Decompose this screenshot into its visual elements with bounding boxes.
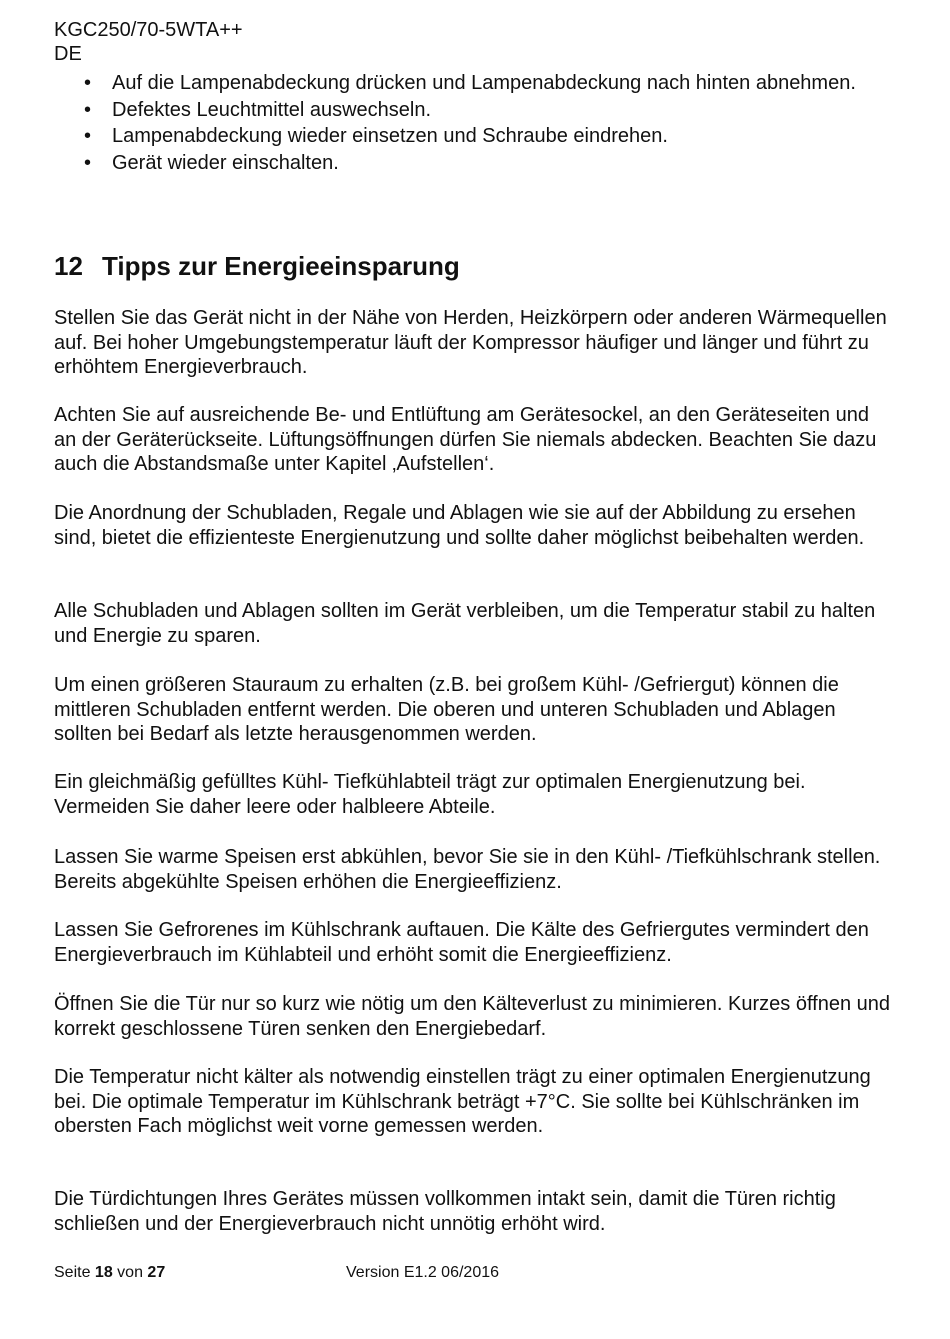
list-item: • Gerät wieder einschalten. <box>84 151 339 174</box>
paragraph: Die Anordnung der Schubladen, Regale und Ablagen wie sie auf der Abbildung zu ersehen sind, bietet die effizienteste Energienutzung und sollte daher möglichst beibehalten werden. <box>54 502 865 549</box>
section-heading <box>54 250 460 282</box>
paragraph: Alle Schubladen und Ablagen sollten im Gerät verbleiben, um die Temperatur stabil zu halten und Energie zu sparen. <box>54 600 876 647</box>
page-number: Seite 18 von 27 <box>54 1264 166 1281</box>
list-item: • Lampenabdeckung wieder einsetzen und Schraube eindrehen. <box>84 125 668 147</box>
section-number: 12 <box>54 251 83 281</box>
paragraph: Lassen Sie warme Speisen erst abkühlen, bevor Sie sie in den Kühl- /Tiefkühlschrank stellen. Bereits abgekühlte Speisen erhöhen die Energieeffizienz. <box>54 846 881 893</box>
bullet-icon: • <box>84 125 92 147</box>
list-item: • Auf die Lampenabdeckung drücken und Lampenabdeckung nach hinten abnehmen. <box>84 72 856 94</box>
instruction-list <box>54 71 894 177</box>
paragraph: Um einen größeren Stauraum zu erhalten (z.B. bei großem Kühl- /Gefriergut) können die mittleren Schubladen entfernt werden. Die oberen und unteren Schubladen und Ablagen sollten bei Bedarf als letzte herausgenommen werden. <box>54 674 839 745</box>
bullet-icon: • <box>84 72 92 94</box>
bullet-icon: • <box>84 98 92 121</box>
paragraph: Die Temperatur nicht kälter als notwendig einstellen trägt zu einer optimalen Energienutzung bei. Die optimale Temperatur im Kühlschrank beträgt +7°C. Sie sollte bei Kühlschränken im obersten Fach möglichst weit vorne gemessen werden. <box>54 1066 871 1137</box>
document-language-header: DE <box>54 43 82 65</box>
paragraph: Lassen Sie Gefrorenes im Kühlschrank auftauen. Die Kälte des Gefriergutes vermindert den Energieverbrauch im Kühlabteil und erhöht somit die Energieeffizienz. <box>54 919 869 966</box>
paragraph: Stellen Sie das Gerät nicht in der Nähe von Herden, Heizkörpern oder anderen Wärmequellen auf. Bei hoher Umgebungstemperatur läuft der Kompressor häufiger und länger und führt zu erhöhtem Energieverbrauch. <box>54 307 887 378</box>
paragraph: Die Türdichtungen Ihres Gerätes müssen vollkommen intakt sein, damit die Türen richtig schließen und der Energieverbrauch nicht unnötig erhöht wird. <box>54 1188 836 1235</box>
section-title: Tipps zur Energieeinsparung <box>102 251 460 281</box>
paragraph: Achten Sie auf ausreichende Be- und Entlüftung am Gerätesockel, an den Geräteseiten und an der Geräterückseite. Lüftungsöffnungen dürfen Sie niemals abdecken. Beachten Sie dazu auch die Abstandsmaße unter Kapitel ‚Aufstellen‘. <box>54 404 877 475</box>
bullet-icon: • <box>84 151 92 174</box>
paragraph: Öffnen Sie die Tür nur so kurz wie nötig um den Kälteverlust zu minimieren. Kurzes öffnen und korrekt geschlossene Türen senken den Energiebedarf. <box>54 993 890 1040</box>
document-model-header: KGC250/70-5WTA++ <box>54 19 243 41</box>
version-label: Version E1.2 06/2016 <box>346 1264 500 1281</box>
list-item: • Defektes Leuchtmittel auswechseln. <box>84 98 432 121</box>
paragraph: Ein gleichmäßig gefülltes Kühl- Tiefkühlabteil trägt zur optimalen Energienutzung bei. Vermeiden Sie daher leere oder halbleere Abteile. <box>54 771 806 818</box>
